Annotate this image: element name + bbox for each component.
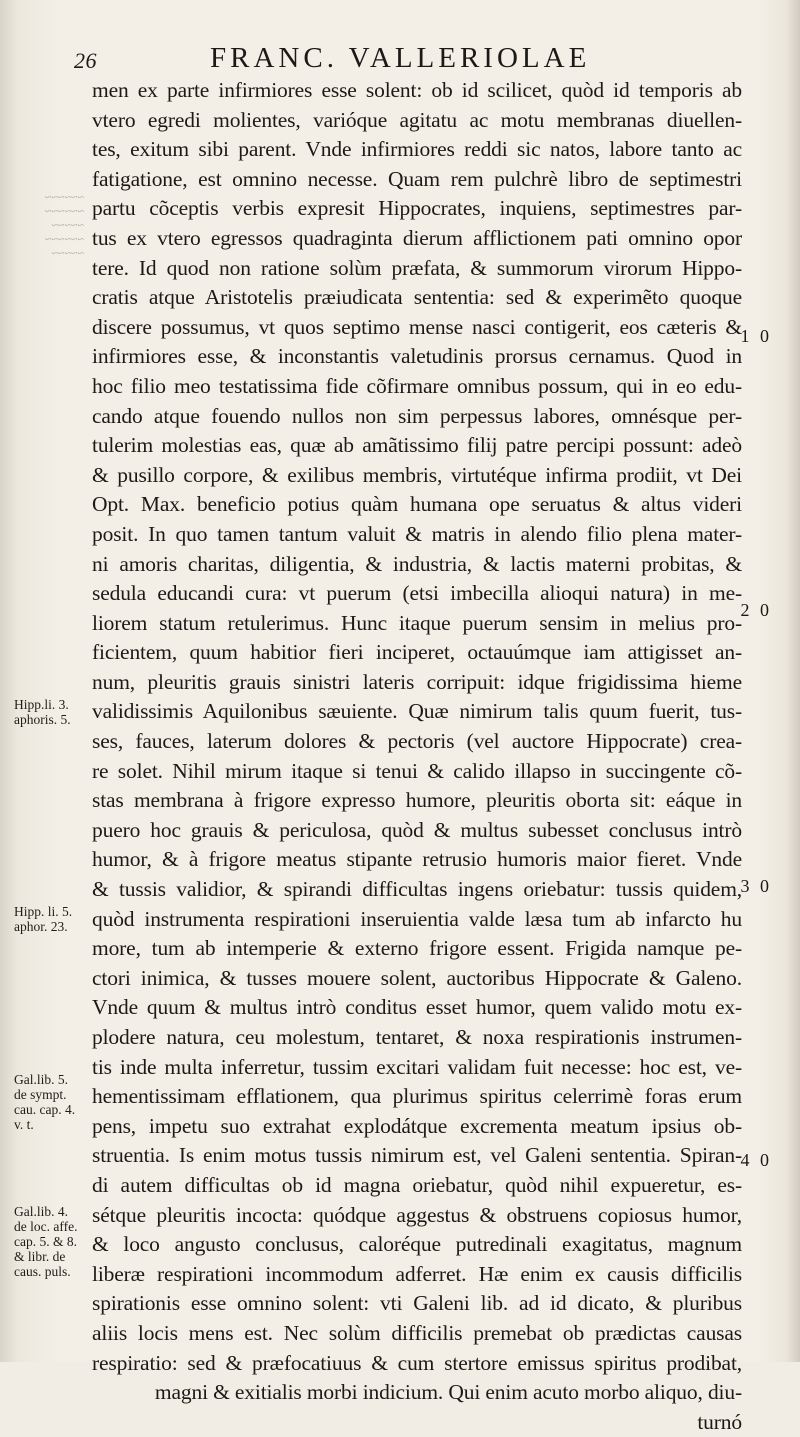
- text-line: ficientem, quum habitior fieri inciperet, octauúmque iam attigisset an-: [92, 640, 742, 665]
- line-number-40: 4 0: [740, 1150, 772, 1170]
- text-line: cando atque fouendo nullos non sim perpessus labores, omnésque per-: [92, 403, 742, 428]
- line-number-30: 3 0: [740, 876, 772, 896]
- text-line: cratis atque Aristotelis præiudicata sententia: sed & experimẽto quoque: [92, 285, 742, 310]
- text-line: hementissimam efflationem, qua plurimus spiritus celerrimè foras erum: [92, 1084, 742, 1109]
- marginal-line: v. t.: [14, 1117, 34, 1132]
- marginal-line: de sympt.: [14, 1087, 67, 1102]
- text-line: fatigatione, est omnino necesse. Quam rem pulchrè libro de septimestri: [92, 166, 742, 191]
- page-header: [70, 40, 770, 80]
- text-line: humor, & à frigore meatus stipante retrusio humoris maior fieret. Vnde: [92, 847, 742, 872]
- text-line: & pusillo corpore, & exilibus membris, virtutéque infirma prodiit, vt Dei: [92, 462, 742, 487]
- text-line: ses, fauces, laterum dolores & pectoris (vel auctore Hippocrate) crea-: [92, 729, 742, 754]
- text-line: discere possumus, vt quos septimo mense nasci contigerit, eos cæteris &: [92, 314, 742, 339]
- marginal-note-hipp-aphor: [14, 697, 92, 727]
- page-edge-shadow: [786, 0, 800, 1362]
- text-line: & tussis validior, & spirandi difficultas ingens oriebatur: tussis quidem,: [92, 877, 742, 902]
- text-line: spirationis esse omnino solent: vti Galeni lib. ad id dicato, & pluribus: [92, 1291, 742, 1316]
- text-line: Vnde quum & multus intrò conditus esset humor, quem valido motu ex-: [92, 995, 742, 1020]
- text-line: plodere natura, ceu molestum, tentaret, & noxa respirationis instrumen-: [92, 1025, 742, 1049]
- text-line: aliis locis mens est. Nec solùm difficilis premebat ob prædictas causas: [92, 1320, 742, 1345]
- text-line: hoc filio meo testatissima fide cõfirmare omnibus possum, qui in eo edu-: [92, 373, 742, 398]
- text-line: ctori inimica, & tusses mouere solent, auctoribus Hippocrate & Galeno.: [92, 965, 742, 990]
- marginal-line: de loc. affe.: [14, 1219, 78, 1234]
- text-line: re solet. Nihil mirum itaque si tenui & calido illapso in succingente cõ-: [92, 758, 742, 783]
- marginal-line: aphoris. 5.: [14, 712, 71, 727]
- text-line: vtero egredi molientes, varióque agitatu ac motu membranas diuellen-: [92, 107, 742, 132]
- text-line: struentia. Is enim motus tussis nimirum est, vel Galeni sententia. Spiran-: [92, 1143, 742, 1168]
- text-line: ni amoris charitas, diligentia, & industria, & lactis materni probitas, &: [92, 551, 742, 576]
- text-line: tis inde multa inferretur, tussim excitari validam fuit necesse: hoc est, ve-: [92, 1054, 742, 1079]
- running-head: FRANC. VALLERIOLAE: [210, 42, 591, 74]
- text-line: posit. In quo tamen tantum valuit & matris in alendo filio plena mater-: [92, 521, 742, 546]
- text-line: stas membrana à frigore expresso humore, pleuritis oborta sit: eáque in: [92, 788, 742, 813]
- marginal-line: aphor. 23.: [14, 919, 68, 934]
- marginal-note-hipp-aphor-23: [14, 904, 92, 934]
- text-line: validissimis Aquilonibus sæuiente. Quæ nimirum talis quum fuerit, tus-: [92, 699, 742, 724]
- text-line: puero hoc grauis & periculosa, quòd & multus subesset conclusus intrò: [92, 817, 742, 842]
- text-line: tulerim molestias eas, quæ ab amãtissimo filij patre percipi possunt: adeò: [92, 433, 742, 458]
- text-line: num, pleuritis grauis sinistri lateris corripuit: idque frigidissima hieme: [92, 669, 742, 694]
- marginal-line: & libr. de: [14, 1249, 66, 1264]
- main-text-block: [92, 76, 742, 1437]
- text-line: Opt. Max. beneficio potius quàm humana ope seruatus & altus videri: [92, 492, 742, 517]
- marginal-line: cap. 5. & 8.: [14, 1234, 77, 1249]
- line-number-10: 1 0: [740, 326, 772, 346]
- text-line: respiratio: sed & præfocatiuus & cum stertore emissus spiritus prodibat,: [92, 1350, 742, 1375]
- text-line: pens, impetu suo extrahat explodátque excrementa meatum ipsius ob-: [92, 1113, 742, 1138]
- text-line: sedula educandi cura: vt puerum (etsi imbecilla alioqui natura) in me-: [92, 581, 742, 606]
- marginal-line: Hipp.li. 3.: [14, 697, 69, 712]
- bleed-through-mark: ~~~~~~ ~~~~~~ ~~~~~ ~~~~~~ ~~~~~: [45, 190, 84, 260]
- text-line: sétque pleuritis incocta: quódque aggestus & obstruens copiosus humor,: [92, 1202, 742, 1227]
- marginal-line: cau. cap. 4.: [14, 1102, 76, 1117]
- text-line: di autem difficultas ob id magna oriebatur, quòd nihil expueretur, es-: [92, 1172, 742, 1197]
- marginal-line: Hipp. li. 5.: [14, 904, 73, 919]
- page-number: 26: [74, 48, 97, 73]
- text-line: partu cõceptis verbis expresit Hippocrates, inquiens, septimestres par-: [92, 196, 742, 221]
- text-line: quòd instrumenta respirationi inseruientia valde læsa tum ab infarcto hu: [92, 906, 742, 931]
- marginal-line: Gal.lib. 4.: [14, 1204, 68, 1219]
- marginal-line: caus. puls.: [14, 1264, 71, 1279]
- catchword: turnó: [697, 1409, 742, 1434]
- marginal-note-gal-locaffe: [14, 1204, 92, 1279]
- text-line: & loco angusto conclusus, caloréque putredinali exagitatus, magnum: [92, 1232, 742, 1257]
- marginal-line: Gal.lib. 5.: [14, 1072, 68, 1087]
- text-line: liorem statum retulerimus. Hunc itaque puerum sensim in melius pro-: [92, 610, 742, 635]
- text-line: more, tum ab intemperie & externo frigore essent. Frigida namque pe-: [92, 936, 742, 961]
- text-line: tus ex vtero egressos quadraginta dierum afflictionem pati omnino opor: [92, 225, 742, 250]
- line-number-20: 2 0: [740, 600, 772, 620]
- text-line: magni & exitialis morbi indicium. Qui enim acuto morbo aliquo, diu-: [154, 1380, 742, 1405]
- text-line: men ex parte infirmiores esse solent: ob id scilicet, quòd id temporis ab: [92, 78, 742, 102]
- marginal-note-gal-sympt: [14, 1072, 92, 1132]
- text-line: infirmiores esse, & inconstantis valetudinis prorsus cernamus. Quod in: [92, 344, 742, 369]
- text-line: tes, exitum sibi parent. Vnde infirmiores reddi sic natos, labore tanto ac: [92, 137, 742, 162]
- text-line: tere. Id quod non ratione solùm præfata, & summorum virorum Hippo-: [92, 255, 742, 280]
- text-line: liberæ respirationi incommodum adferret. Hæ enim ex causis difficilis: [92, 1261, 742, 1286]
